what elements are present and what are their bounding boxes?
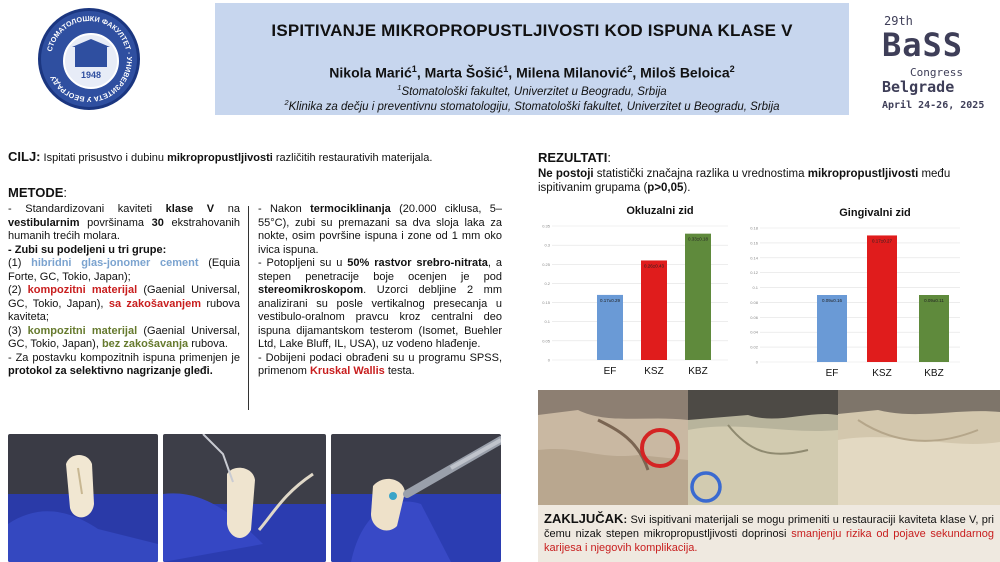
bar-ef xyxy=(817,295,847,362)
author-name: Milena Milanović xyxy=(516,64,628,81)
text-run: ekstrahovanih humanih trećih molara. xyxy=(8,216,240,242)
text-run: među ispitivanim grupama ( xyxy=(538,168,951,194)
rezultati-text xyxy=(538,167,994,195)
rezultati-heading xyxy=(538,150,611,165)
category-label: EF xyxy=(825,368,839,379)
text-run: na xyxy=(214,203,241,215)
text-run-bold: 50% rastvor srebro-nitrata xyxy=(347,257,488,269)
y-tick-label: 0 xyxy=(755,359,758,365)
photo-handpiece-preparation xyxy=(331,434,501,562)
y-tick-label: 0.25 xyxy=(542,261,550,267)
cilj-text: različitih restaurativih materijala. xyxy=(272,152,433,164)
photo-tooth-in-glove xyxy=(8,434,158,562)
kruskal-wallis-label: Kruskal Wallis xyxy=(309,365,385,377)
metode-paragraph xyxy=(8,203,240,244)
metode-column-1 xyxy=(8,203,240,379)
metode-label: METODE xyxy=(8,185,64,200)
text-run: - Nakon xyxy=(258,203,311,215)
metode-column-2 xyxy=(258,203,502,379)
cilj-bold: mikropropustljivosti xyxy=(167,152,273,164)
text-run: (2) xyxy=(8,284,28,296)
faculty-seal-logo xyxy=(38,8,140,110)
bar-chart-okluzalni xyxy=(538,220,738,380)
data-label: 0.09±0.11 xyxy=(924,298,944,303)
congress-dates: April 24-26, 2025 xyxy=(882,100,985,111)
micrograph-glass-ionomer xyxy=(538,390,688,505)
cilj-heading: CILJ: xyxy=(8,149,41,164)
micrograph-composite-bevel xyxy=(688,390,838,505)
y-tick-label: 0 xyxy=(547,357,550,363)
text-run: rubova kaviteta; xyxy=(8,297,240,323)
y-tick-label: 0.04 xyxy=(750,329,758,335)
text-run-bold: klase V xyxy=(165,203,215,215)
text-run-bold: p>0,05 xyxy=(647,182,684,194)
metode-paragraph xyxy=(258,257,502,352)
affiliation-sup: 1 xyxy=(397,83,402,92)
y-tick-label: 0.02 xyxy=(750,344,758,350)
metode-colon: : xyxy=(63,185,68,200)
text-run: (3) xyxy=(8,324,28,337)
y-tick-label: 0.06 xyxy=(750,314,758,320)
text-run: - Standardizovani kaviteti xyxy=(8,203,166,215)
poster-title: ISPITIVANJE MIKROPROPUSTLJIVOSTI KOD ISPUNA KLASE V xyxy=(271,21,793,40)
text-run: (Equia Forte, GC, Tokio, Japan); xyxy=(8,257,240,283)
text-run-bold: vestibularnim xyxy=(8,216,80,229)
y-tick-label: 0.15 xyxy=(542,300,550,306)
y-tick-label: 0.1 xyxy=(752,285,758,291)
chart-title-okluzalni: Okluzalni zid xyxy=(626,205,694,217)
text-run-bold: Ne postoji xyxy=(538,168,594,180)
text-run-bold: 30 xyxy=(151,216,164,229)
bar-ef xyxy=(597,295,623,360)
congress-name: BaSS xyxy=(882,26,964,64)
text-run-bold: termociklinanja xyxy=(310,203,391,215)
chart-title-gingivalni: Gingivalni zid xyxy=(839,207,911,219)
affiliation-1 xyxy=(215,83,849,98)
y-tick-label: 0.3 xyxy=(544,242,550,248)
material-composite: kompozitni materijal xyxy=(27,284,138,296)
text-run: (1) xyxy=(8,257,32,269)
affiliation-2 xyxy=(215,98,849,113)
text-run: , a stepen penetracije boje ocenjen je pod xyxy=(258,257,502,283)
no-bevel-label: bez zakošavanja xyxy=(101,338,189,350)
rezultati-colon: : xyxy=(607,150,611,165)
seal-year: 1948 xyxy=(80,70,102,80)
column-divider xyxy=(248,206,249,410)
affiliation-sup: 2 xyxy=(284,98,289,107)
photo-probe-measurement xyxy=(163,434,326,562)
cilj-section xyxy=(8,150,486,166)
data-label: 0.17±0.29 xyxy=(600,297,620,303)
congress-edition: 29th xyxy=(884,14,913,28)
text-run: statistički značajna razlika u vrednostima xyxy=(593,168,808,180)
y-tick-label: 0.14 xyxy=(750,255,758,261)
author-sup: 2 xyxy=(627,64,633,74)
data-label: 0.33±0.18 xyxy=(688,236,708,242)
zakljucak-text xyxy=(544,512,994,555)
data-label: 0.17±0.27 xyxy=(872,238,892,244)
title-banner xyxy=(215,3,849,115)
text-run: (Gaenial Universal, GC, Tokio, Japan), xyxy=(8,324,241,350)
zakljucak-heading: ZAKLJUČAK xyxy=(544,511,624,526)
zakljucak-colon: : xyxy=(623,514,628,526)
metode-groups-heading: - Zubi su podeljeni u tri grupe: xyxy=(8,243,167,256)
bar-chart-gingivalni xyxy=(746,222,972,380)
data-label: 0.09±0.16 xyxy=(822,298,842,303)
text-run-bold: stereomikroskopom xyxy=(258,284,364,296)
text-run: rubova. xyxy=(188,338,228,350)
category-label: EF xyxy=(603,366,617,377)
material-composite: kompozitni materijal xyxy=(27,324,138,337)
category-label: KSZ xyxy=(872,368,892,379)
metode-paragraph xyxy=(258,203,502,257)
affiliation-text: Klinika za dečju i preventivnu stomatologiju, Stomatološki fakultet, Univerzitet u Beogradu, Srbija xyxy=(288,100,780,113)
text-run: - Potopljeni su u xyxy=(258,257,348,269)
y-tick-label: 0.16 xyxy=(750,240,758,246)
seal-text: СТОМАТОЛОШКИ ФАКУЛТЕТ · УНИВЕРЗИТЕТА У БЕОГРАДУ xyxy=(44,13,135,105)
bar-ksz xyxy=(867,235,897,362)
congress-word: Congress xyxy=(910,66,963,79)
text-run: ). xyxy=(683,182,691,194)
zakljucak-box xyxy=(538,505,1000,562)
text-run: . Uzorci debljine 2 mm analizirani su posle vertikalnog presecanja u vestibulo-oralnom pravcu kroz centralni deo ispuna dijamantskom testerom (Isomet, Buehler Ltd, Lake Bluff, IL, USA), uz vodeno hlađenje. xyxy=(258,284,502,350)
y-tick-label: 0.05 xyxy=(542,338,550,344)
text-run: testa. xyxy=(384,365,415,377)
metode-heading xyxy=(8,185,67,200)
group-2 xyxy=(8,284,240,325)
author-list: Nikola Marić$^1$, Marta Šošić$^1$, Milena Milanović$^2$, Miloš Beloica$^2$ xyxy=(329,64,735,81)
y-tick-label: 0.2 xyxy=(544,280,550,286)
group-3 xyxy=(8,325,240,352)
group-1 xyxy=(8,257,240,284)
text-run: (20.000 ciklusa, 5–55°C), zubi su premazani sa dva sloja laka za nokte, osim površine ispuna i zone od 1 mm oko ivica ispuna. xyxy=(258,203,502,256)
affiliation-text: Stomatološki fakultet, Univerzitet u Beogradu, Srbija xyxy=(401,85,667,98)
author-sup: 2 xyxy=(729,64,735,74)
metode-paragraph xyxy=(8,352,240,379)
y-tick-label: 0.08 xyxy=(750,299,758,305)
micrograph-composite-no-bevel xyxy=(838,390,1000,505)
text-run: Svi ispitivani materijali se mogu primeniti u restauraciji kaviteta klase V, pri čemu nizak stepen mikropropustljivosti doprinosi xyxy=(544,514,994,540)
y-tick-label: 0.12 xyxy=(750,270,758,276)
y-tick-label: 0.35 xyxy=(542,223,550,229)
poster-header xyxy=(0,0,1000,115)
text-run-bold: protokol za selektivno nagrizanje gleđi. xyxy=(8,365,213,377)
category-label: KBZ xyxy=(688,366,708,377)
category-label: KBZ xyxy=(924,368,944,379)
text-run: (Gaenial Universal, GC, Tokio, Japan), xyxy=(8,284,241,310)
metode-paragraph xyxy=(258,352,502,379)
text-run: - Dobijeni podaci obrađeni su u programu SPSS, primenom xyxy=(258,351,502,377)
author-sup: 1 xyxy=(411,64,417,74)
author-name: Nikola Marić xyxy=(329,64,412,81)
rezultati-label: REZULTATI xyxy=(538,150,608,165)
bar-kbz xyxy=(919,295,949,362)
building-icon xyxy=(75,47,107,67)
data-label: 0.26±0.43 xyxy=(644,263,664,269)
cilj-text: Ispitati prisustvo i dubinu xyxy=(40,152,168,164)
text-run: površinama xyxy=(79,216,152,229)
bar-kbz xyxy=(685,234,711,360)
author-name: Marta Šošić xyxy=(424,64,504,81)
author-name: Miloš Beloica xyxy=(640,64,730,81)
bar-ksz xyxy=(641,260,667,360)
author-sup: 1 xyxy=(503,64,509,74)
bevel-label: sa zakošavanjem xyxy=(108,297,202,310)
text-run-bold: mikropropustljivosti xyxy=(807,168,919,180)
seal-emblem xyxy=(63,33,119,89)
congress-city: Belgrade xyxy=(882,78,955,96)
category-label: KSZ xyxy=(644,366,664,377)
material-glass-ionomer: hibridni glas-jonomer cement xyxy=(31,257,199,269)
zakljucak-highlight: smanjenju rizika od pojave sekundarnog karijesa i njegovih komplikacija. xyxy=(544,528,994,554)
y-tick-label: 0.18 xyxy=(750,225,758,231)
y-tick-label: 0.1 xyxy=(544,319,550,325)
text-run: - Za postavku kompozitnih ispuna primenjen je xyxy=(8,351,240,364)
congress-logo xyxy=(868,8,988,110)
